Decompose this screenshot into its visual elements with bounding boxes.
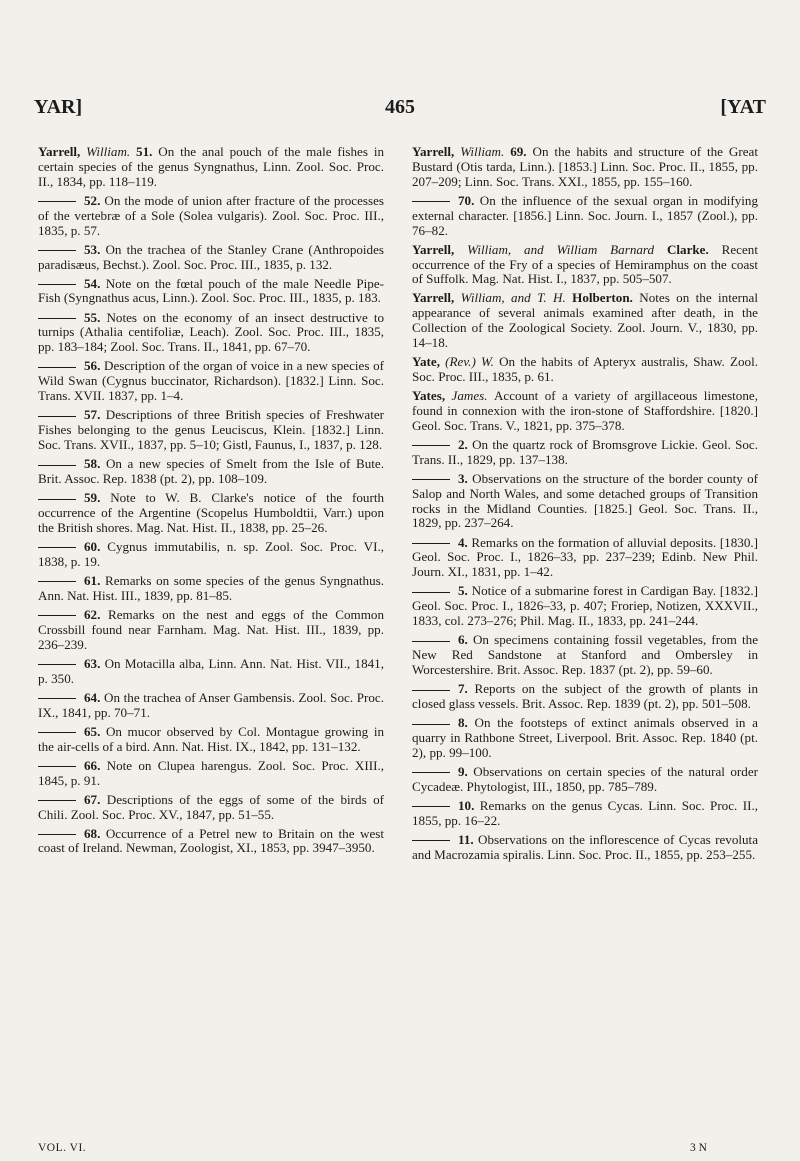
entry-number: 3.: [458, 470, 473, 486]
entry-text: Notice of a submarine forest in Cardigan Bay. [1832.] Geol. Soc. Proc. I., 1826–33, p. 407; Froriep, Notizen, XXXVII., 1833, col. 273–276; Phil. Mag. II., 1833, pp. 241–244.: [412, 583, 758, 629]
bibliography-entry: [412, 243, 758, 288]
entry-number: 4.: [458, 534, 472, 550]
bibliography-entry: [412, 682, 758, 712]
header-left: YAR]: [34, 96, 83, 118]
entry-number: 51.: [136, 144, 159, 159]
entry-text: On a new species of Smelt from the Isle of Bute. Brit. Assoc. Rep. 1838 (pt. 2), pp. 108–109.: [38, 456, 385, 486]
entry-text: Observations on the inflorescence of Cycas revoluta and Macrozamia spiralis. Linn. Soc. Proc. II., 1855, pp. 253–255.: [412, 831, 758, 862]
bibliography-entry: [38, 491, 384, 536]
entry-text: Occurrence of a Petrel new to Britain on the west coast of Ireland. Newman, Zoologist, XI., 1853, pp. 3947–3950.: [38, 825, 384, 856]
ditto-rule: [412, 772, 450, 773]
entry-number: 54.: [84, 275, 106, 291]
bibliography-entry: [412, 765, 758, 795]
bibliography-entry: [38, 359, 384, 404]
entry-text: On the habits of Apteryx australis, Shaw. Zool. Soc. Proc. III., 1835, p. 61.: [412, 354, 758, 384]
entry-text: On the habits and structure of the Great Bustard (Otis tarda, Linn.). [1853.] Linn. Soc. Proc. II., 1855, pp. 207–209; Linn. Soc. Trans. XXI., 1855, pp. 155–160.: [412, 144, 759, 189]
signature-mark: 3 N: [690, 1142, 707, 1154]
entry-text: Description of the organ of voice in a new species of Wild Swan (Cygnus buccinator, Richardson). [1832.] Linn. Soc. Trans. XVII. 1837, pp. 1–4.: [38, 358, 384, 404]
entry-number: 70.: [458, 192, 480, 208]
ditto-rule: [412, 479, 450, 480]
bibliography-entry: [38, 243, 384, 273]
entry-text: Notes on the economy of an insect destructive to turnips (Athalia centifoliæ, Leach). Zool. Soc. Proc. III., 1835, pp. 183–184; Zool. Soc. Trans. II., 1841, pp. 67–70.: [38, 309, 385, 355]
bibliography-entry: [412, 584, 758, 629]
entry-text: Observations on the structure of the border county of Salop and North Wales, and some detached groups of Transition rocks in the Midland Counties. [1825.] Geol. Soc. Trans. II., 1829, pp. 237–264.: [412, 470, 758, 531]
author-surname: Yate,: [412, 354, 446, 370]
bibliography-entry: [412, 389, 758, 434]
entry-number: 60.: [84, 538, 108, 554]
ditto-rule: [412, 543, 450, 544]
bibliography-entry: [412, 291, 758, 350]
entry-text: Reports on the subject of the growth of plants in closed glass vessels. Brit. Assoc. Rep. 1839 (pt. 2), pp. 501–508.: [412, 681, 758, 711]
ditto-rule: [38, 201, 76, 202]
bibliography-entry: [412, 633, 758, 678]
entry-number: 5.: [458, 583, 472, 599]
ditto-rule: [38, 465, 76, 466]
entry-number: 69.: [510, 144, 533, 159]
entry-number: 6.: [458, 632, 473, 648]
bibliography-entry: [38, 759, 384, 789]
entry-text: On the influence of the sexual organ in modifying external character. [1856.] Linn. Soc. Journ. I., 1857 (Zool.), pp. 76–82.: [412, 192, 758, 238]
author-given-name: James.: [451, 388, 494, 404]
entry-text: On Motacilla alba, Linn. Ann. Nat. Hist. VII., 1841, p. 350.: [38, 655, 384, 686]
ditto-rule: [38, 664, 76, 665]
entry-text: On the trachea of Anser Gambensis. Zool. Soc. Proc. IX., 1841, pp. 70–71.: [38, 689, 385, 720]
entry-number: 9.: [458, 763, 474, 779]
author-surname: Yarrell,: [412, 241, 468, 257]
entry-number: 53.: [84, 241, 106, 257]
entry-number: 55.: [84, 309, 107, 325]
ditto-rule: [38, 732, 76, 733]
bibliography-entry: [38, 194, 384, 239]
entry-number: 52.: [84, 192, 105, 208]
entry-text: Note on the fœtal pouch of the male Needle Pipe-Fish (Syngnathus acus, Linn.). Zool. Soc. Proc. III., 1835, p. 183.: [38, 275, 384, 306]
bibliography-entry: [38, 540, 384, 570]
entry-text: Remarks on the formation of alluvial deposits. [1830.] Geol. Soc. Proc. I., 1826–33, pp. 237–239; Edinb. New Phil. Journ. XI., 1831, pp. 1–42.: [412, 534, 759, 580]
entry-text: On the anal pouch of the male fishes in certain species of the genus Syngnathus, Linn. Zool. Soc. Proc. II., 1834, pp. 118–119.: [38, 144, 385, 189]
entry-text: On the quartz rock of Bromsgrove Lickie. Geol. Soc. Trans. II., 1829, pp. 137–138.: [412, 436, 759, 467]
ditto-rule: [38, 698, 76, 699]
entry-text: Remarks on the genus Cycas. Linn. Soc. Proc. II., 1855, pp. 16–22.: [412, 797, 758, 828]
entry-text: On the mode of union after fracture of the processes of the vertebræ of a Sole (Solea vulgaris). Zool. Soc. Proc. III., 1835, p. 57.: [38, 192, 385, 238]
author-given-name: William, and T. H.: [460, 290, 573, 306]
ditto-rule: [38, 318, 76, 319]
bibliography-entry: [412, 536, 758, 581]
author-surname: Yates,: [412, 388, 452, 404]
volume-label: VOL. VI.: [38, 1142, 87, 1154]
ditto-rule: [38, 615, 76, 616]
bibliography-entry: [38, 277, 384, 307]
entry-text: Recent occurrence of the Fry of a species of Hemiramphus on the coast of Suffolk. Mag. Nat. Hist. I., 1837, pp. 505–507.: [412, 241, 758, 287]
ditto-rule: [38, 284, 76, 285]
entry-text: Remarks on some species of the genus Syngnathus. Ann. Nat. Hist. III., 1839, pp. 81–85.: [38, 572, 385, 603]
ditto-rule: [38, 367, 76, 368]
ditto-rule: [412, 641, 450, 642]
author-surname: Yarrell,: [412, 144, 461, 159]
bibliography-entry: [38, 574, 384, 604]
author-surname: Yarrell,: [412, 290, 461, 306]
ditto-rule: [38, 547, 76, 548]
entry-text: Remarks on the nest and eggs of the Common Crossbill found near Farnham. Mag. Nat. Hist. III., 1839, pp. 236–239.: [38, 606, 385, 652]
entry-text: Account of a variety of argillaceous limestone, found in connexion with the iron-stone of Staffordshire. [1820.] Geol. Soc. Trans. V., 1821, pp. 375–378.: [412, 388, 758, 433]
coauthor-surname: Clarke.: [666, 241, 722, 257]
bibliography-entry: [38, 608, 384, 653]
bibliography-entry: [412, 833, 758, 863]
entry-number: 11.: [458, 831, 479, 847]
page-number: 465: [385, 96, 415, 118]
entry-text: On mucor observed by Col. Montague growing in the air-cells of a bird. Ann. Nat. Hist. IX., 1842, pp. 131–132.: [38, 723, 385, 754]
entry-number: 63.: [84, 655, 105, 671]
bibliography-entry: [38, 827, 384, 857]
ditto-rule: [38, 834, 76, 835]
ditto-rule: [412, 445, 450, 446]
bibliography-entry: [412, 355, 758, 385]
right-column: [412, 145, 758, 867]
ditto-rule: [412, 201, 450, 202]
entry-number: 10.: [458, 797, 480, 813]
entry-number: 65.: [84, 723, 106, 739]
bibliography-entry: [412, 472, 758, 531]
entry-number: 57.: [84, 407, 106, 423]
entry-text: Cygnus immutabilis, n. sp. Zool. Soc. Proc. VI., 1838, p. 19.: [38, 538, 385, 569]
entry-number: 68.: [84, 825, 106, 841]
ditto-rule: [412, 592, 450, 593]
entry-number: 67.: [84, 791, 107, 807]
entry-text: On specimens containing fossil vegetables, from the New Red Sandstone at Stanford and Ombersley in Worcestershire. Brit. Assoc. Rep. 1837 (pt. 2), pp. 59–60.: [412, 632, 759, 677]
author-surname: Yarrell,: [38, 144, 87, 159]
header-right: [YAT: [720, 96, 766, 118]
entry-text: Note on Clupea harengus. Zool. Soc. Proc. XIII., 1845, p. 91.: [38, 757, 384, 788]
running-header: [34, 96, 766, 126]
bibliography-entry: [38, 457, 384, 487]
ditto-rule: [412, 840, 450, 841]
ditto-rule: [38, 800, 76, 801]
bibliography-entry: [38, 691, 384, 721]
author-given-name: William.: [86, 144, 137, 159]
entry-number: 62.: [84, 606, 108, 622]
coauthor-surname: Holberton.: [572, 290, 640, 306]
entry-text: Note to W. B. Clarke's notice of the fourth occurrence of the Argentine (Scopelus Humboldtii, Varr.) upon the British shores. Mag. Nat. Hist. II., 1838, pp. 25–26.: [38, 490, 385, 535]
entry-number: 59.: [84, 490, 111, 506]
entry-text: Notes on the internal appearance of several animals examined after death, in the Collection of the Zoological Society. Zool. Journ. V., 1830, pp. 14–18.: [412, 290, 759, 351]
entry-number: 58.: [84, 456, 106, 472]
author-given-name: William.: [460, 144, 511, 159]
entry-text: Observations on certain species of the natural order Cycadeæ. Phytologist, III., 1850, pp. 785–789.: [412, 763, 758, 794]
ditto-rule: [38, 499, 76, 500]
bibliography-entry: [412, 194, 758, 239]
ditto-rule: [38, 766, 76, 767]
ditto-rule: [38, 416, 76, 417]
entry-text: On the footsteps of extinct animals observed in a quarry in Rathbone Street, Liverpool. Brit. Assoc. Rep. 1840 (pt. 2), pp. 99–100.: [412, 715, 758, 760]
ditto-rule: [412, 806, 450, 807]
entry-text: Descriptions of three British species of Freshwater Fishes belonging to the genus Leuciscus, Klein. [1832.] Linn. Soc. Trans. XVII., 1837, pp. 5–10; Gistl, Faunus, I., 1837, p. 128.: [38, 407, 385, 452]
entry-number: 64.: [84, 689, 105, 705]
bibliography-entry: [412, 799, 758, 829]
bibliography-entry: [38, 408, 384, 453]
bibliography-entry: [412, 716, 758, 761]
bibliography-entry: [38, 657, 384, 687]
left-column: [38, 145, 384, 861]
ditto-rule: [38, 250, 76, 251]
bibliography-entry: [38, 311, 384, 356]
entry-number: 8.: [458, 715, 475, 731]
entry-number: 56.: [84, 358, 105, 374]
entry-text: Descriptions of the eggs of some of the birds of Chili. Zool. Soc. Proc. XV., 1847, pp. 51–55.: [38, 791, 384, 822]
author-given-name: (Rev.) W.: [445, 354, 500, 370]
ditto-rule: [412, 690, 450, 691]
entry-number: 61.: [84, 572, 105, 588]
entry-text: On the trachea of the Stanley Crane (Anthropoides paradisæus, Bechst.). Zool. Soc. Proc. III., 1835, p. 132.: [38, 241, 384, 272]
bibliography-entry: [412, 438, 758, 468]
entry-number: 2.: [458, 436, 473, 452]
ditto-rule: [38, 581, 76, 582]
entry-number: 66.: [84, 757, 107, 773]
author-given-name: William, and William Barnard: [467, 241, 667, 257]
bibliography-entry: [38, 725, 384, 755]
bibliography-entry: [38, 145, 384, 190]
ditto-rule: [412, 724, 450, 725]
bibliography-entry: [412, 145, 758, 190]
entry-number: 7.: [458, 681, 475, 697]
bibliography-entry: [38, 793, 384, 823]
